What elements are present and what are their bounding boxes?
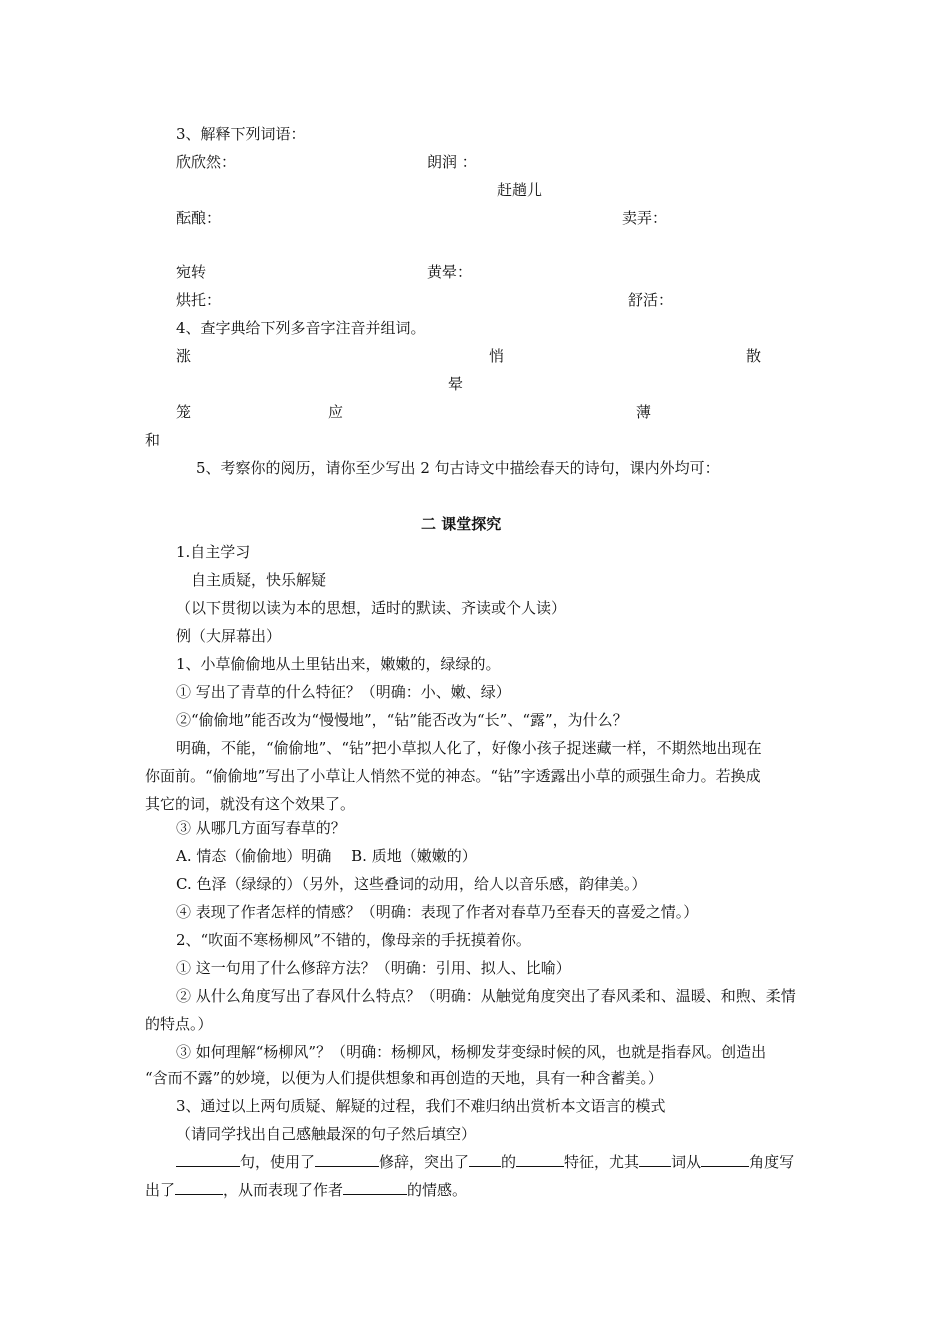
char-zhang: 涨 [176, 347, 192, 365]
fill-text-5: 词从 [671, 1153, 702, 1171]
p2-line-10: 其它的词，就没有这个效果了。 [145, 795, 356, 813]
p2-line-15: 2、“吹面不寒杨柳风”不错的，像母亲的手抚摸着你。 [176, 931, 531, 949]
char-yun: 晕 [448, 375, 464, 393]
term-huangyun: 黄晕： [427, 263, 473, 281]
char-he: 和 [145, 431, 161, 449]
fill-blank-rhetoric[interactable] [315, 1152, 379, 1167]
term-xinxinran: 欣欣然： [176, 153, 237, 171]
part2-title: 二 课堂探究 [421, 515, 502, 533]
term-langrun: 朗润 ： [427, 153, 477, 171]
section5-heading: 5、考察你的阅历，请你至少写出 2 句古诗文中描绘春天的诗句，课内外均可： [196, 459, 720, 477]
p2-line-8: 明确，不能，“偷偷地”、“钻”把小草拟人化了，好像小孩子捉迷藏一样，不期然地出现在 [176, 739, 762, 757]
p2-line-9: 你面前。“偷偷地”写出了小草让人悄然不觉的神态。“钻”字透露出小草的顽强生命力。若换成 [145, 767, 761, 785]
fill-text-2: 修辞，突出了 [379, 1153, 470, 1171]
p2-line-6: ① 写出了青草的什么特征？（明确：小、嫩、绿） [176, 683, 511, 701]
p2-line-2: 自主质疑，快乐解疑 [191, 571, 327, 589]
term-wanzhuan: 宛转 [176, 263, 207, 281]
term-hongtuo: 烘托： [176, 291, 222, 309]
section3-heading: 3、解释下列词语： [176, 125, 306, 143]
p2-line-14: ④ 表现了作者怎样的情感？（明确：表现了作者对春草乃至春天的喜爱之情。） [176, 903, 699, 921]
p2-line-3: （以下贯彻以读为本的思想，适时的默读、齐读或个人读） [176, 599, 567, 617]
fill-blank-subject[interactable] [469, 1152, 501, 1167]
p2-line-19: ③ 如何理解“杨柳风”？（明确：杨柳风，杨柳发芽变绿时候的风，也就是指春风。创造出 [176, 1043, 767, 1061]
term-yunniang: 酝酿： [176, 209, 222, 227]
p2-line-13: C. 色泽（绿绿的）（另外，这些叠词的动用，给人以音乐感，韵律美。） [176, 875, 647, 893]
char-long: 笼 [176, 403, 192, 421]
fill-blank-feature[interactable] [516, 1152, 564, 1167]
p2-line-7: ②“偷偷地”能否改为“慢慢地”，“钻”能否改为“长”、“露”，为什么？ [176, 711, 628, 729]
char-qiao: 悄 [489, 347, 505, 365]
fill-text-8: ，从而表现了作者 [223, 1181, 344, 1199]
fill-blank-sentence[interactable] [176, 1152, 240, 1167]
p2-line-18: 的特点。） [145, 1015, 213, 1033]
char-san: 散 [746, 347, 762, 365]
p2-line-16: ① 这一句用了什么修辞方法？（明确：引用、拟人、比喻） [176, 959, 571, 977]
fill-text-1: 句，使用了 [240, 1153, 316, 1171]
p2-line-5: 1、小草偷偷地从土里钻出来，嫩嫩的，绿绿的。 [176, 655, 501, 673]
char-ying: 应 [328, 403, 344, 421]
p2-line-17: ② 从什么角度写出了春风什么特点？（明确：从触觉角度突出了春风柔和、温暖、和煦、柔情 [176, 987, 796, 1005]
p2-line-11: ③ 从哪几方面写春草的？ [176, 819, 346, 837]
p2-line-20: “含而不露”的妙境，以便为人们提供想象和再创造的天地，具有一种含蓄美。） [145, 1069, 663, 1087]
fill-text-3: 的 [501, 1153, 517, 1171]
fill-blank-word[interactable] [639, 1152, 671, 1167]
term-gantanger: 赶趟儿 [497, 181, 543, 199]
p2-line-21: 3、通过以上两句质疑、解疑的过程，我们不难归纳出赏析本文语言的模式 [176, 1097, 666, 1115]
p2-line-1: 1.自主学习 [176, 543, 251, 561]
p2-line-22: （请同学找出自己感触最深的句子然后填空） [176, 1125, 477, 1143]
fill-text-7: 出了 [145, 1181, 176, 1199]
char-bao: 薄 [636, 403, 652, 421]
p2-line-4: 例（大屏幕出） [176, 627, 282, 645]
fill-in-line-1 [176, 1152, 794, 1172]
fill-text-6: 角度写 [749, 1153, 795, 1171]
fill-blank-effect[interactable] [175, 1180, 223, 1195]
section4-heading: 4、查字典给下列多音字注音并组词。 [176, 319, 426, 337]
fill-blank-angle[interactable] [701, 1152, 749, 1167]
term-shuhuo: 舒活： [628, 291, 674, 309]
p2-line-12: A. 情态（偷偷地）明确 B. 质地（嫩嫩的） [176, 847, 477, 865]
fill-text-4: 特征，尤其 [564, 1153, 640, 1171]
fill-blank-emotion[interactable] [343, 1180, 407, 1195]
fill-text-9: 的情感。 [407, 1181, 468, 1199]
term-mainong: 卖弄： [622, 209, 668, 227]
fill-in-line-2 [145, 1180, 467, 1200]
